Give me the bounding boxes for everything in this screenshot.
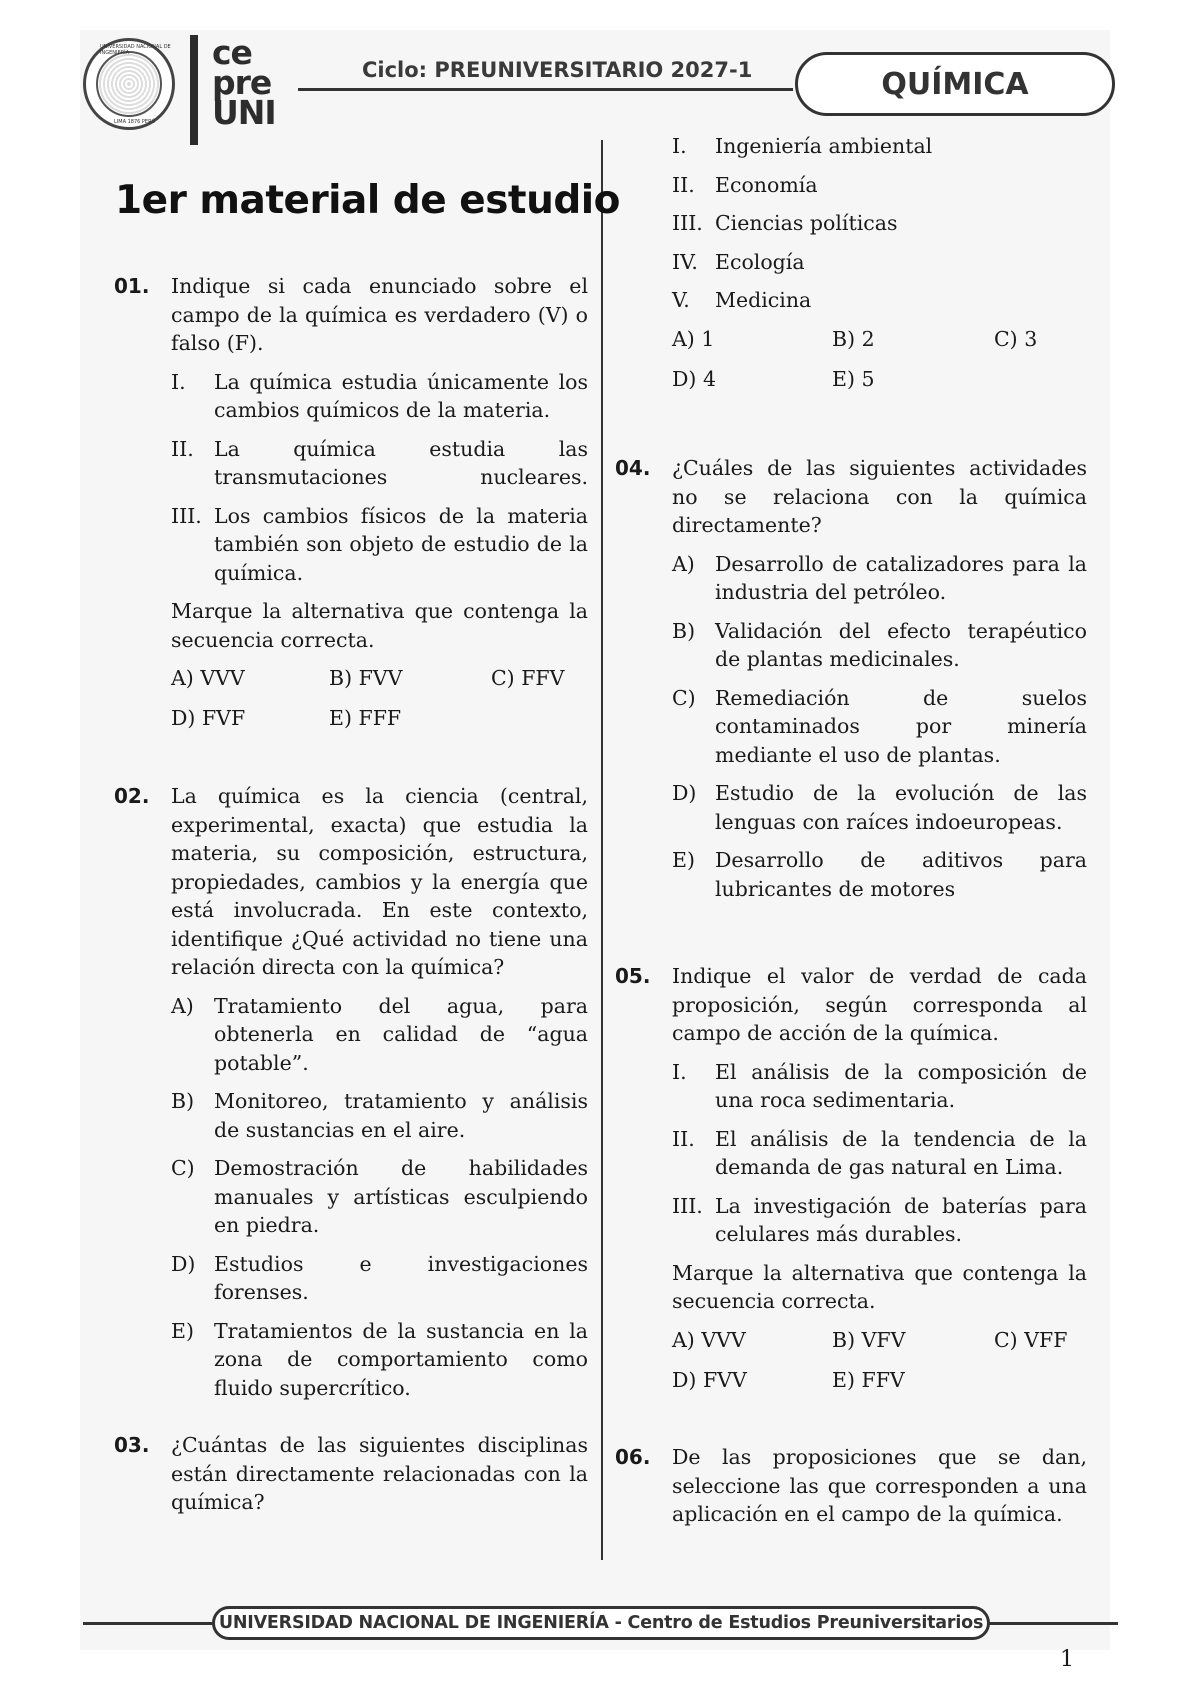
answer-option: B) FVV [329,666,403,690]
answer-options-row [672,365,1087,393]
answer-option: C) 3 [994,326,1038,351]
university-seal-logo [83,38,175,130]
answer-choice: B) Validación del efecto terapéutico de plantas medicinales. [672,618,1087,671]
question-01 [114,272,588,732]
answer-choice: C) Remediación de suelos contaminados por minería mediante el uso de plantas. [672,685,1087,767]
cycle-label: Ciclo: PREUNIVERSITARIO 2027-1 [362,58,753,82]
answer-choice: A) Tratamiento del agua, para obtenerla en calidad de “agua potable”. [171,993,588,1075]
statement-item: II. La química estudia las transmutaciones nucleares. [171,436,588,489]
statement-item: II. El análisis de la tendencia de la demanda de gas natural en Lima. [672,1126,1087,1179]
question-text: ¿Cuáles de las siguientes actividades no se relaciona con la química directamente? [672,456,1087,537]
question-number: 05. [615,964,651,988]
discipline-item: III. Ciencias políticas [672,211,898,235]
footer-banner: UNIVERSIDAD NACIONAL DE INGENIERÍA - Centro de Estudios Preuniversitarios [212,1606,990,1640]
question-number: 02. [114,784,150,808]
instruction-text: Marque la alternativa que contenga la secuencia correcta. [171,599,588,652]
discipline-item: II. Economía [672,172,818,197]
question-04 [615,454,1087,903]
logo-line-3: UNI [212,93,276,132]
answer-options-row [672,1366,1087,1394]
header-rule [298,88,793,91]
question-text: Indique si cada enunciado sobre el campo de la química es verdadero (V) o falso (F). [171,274,588,355]
cepre-uni-logo [212,33,276,132]
answer-choice: B) Monitoreo, tratamiento y análisis de sustancias en el aire. [171,1089,588,1142]
question-02 [114,782,588,1402]
answer-option: C) FFV [491,666,565,690]
question-03-continued [615,132,1087,393]
answer-choice: E) Desarrollo de aditivos para lubricantes de motores [672,848,1087,901]
answer-option: E) FFF [329,706,402,730]
answer-option: E) FFV [832,1367,905,1392]
answer-option: D) 4 [672,366,716,391]
discipline-item: I. Ingeniería ambiental [672,134,933,158]
answer-option: B) 2 [832,326,875,351]
logo-line-2: pre [212,63,272,102]
answer-choice: D) Estudios e investigaciones forenses. [171,1251,588,1304]
header-vertical-bar [190,35,198,145]
page-number: 1 [1060,1647,1074,1672]
answer-options-row [171,704,588,732]
statement-item: I. El análisis de la composición de una roca sedimentaria. [672,1059,1087,1112]
answer-choice: E) Tratamientos de la sustancia en la zona de comportamiento como fluido supercrítico. [171,1318,588,1400]
answer-option: A) 1 [672,326,715,351]
statement-item: I. La química estudia únicamente los cambios químicos de la materia. [171,369,588,422]
column-divider [601,140,603,1560]
question-number: 04. [615,456,651,480]
statement-item: III. Los cambios físicos de la materia también son objeto de estudio de la química. [171,503,588,585]
question-text: La química es la ciencia (central, experimental, exacta) que estudia la materia, su composición, estructura, propiedades, cambios y la energía que está involucrada. En este contexto, identifique ¿Qué actividad no tiene una relación directa con la química? [171,784,588,979]
answer-options-row [672,325,1087,353]
question-number: 01. [114,274,150,298]
subject-badge: QUÍMICA [795,52,1115,116]
answer-choice: C) Demostración de habilidades manuales y artísticas esculpiendo en piedra. [171,1156,588,1237]
answer-options-row [171,664,588,692]
page-title: 1er material de estudio [115,178,620,223]
question-number: 03. [114,1433,150,1457]
question-06 [615,1443,1087,1529]
question-05 [615,962,1087,1394]
instruction-text: Marque la alternativa que contenga la secuencia correcta. [672,1260,1087,1313]
question-text: De las proposiciones que se dan, seleccione las que corresponden a una aplicación en el campo de la química. [672,1445,1087,1526]
answer-choice: D) Estudio de la evolución de las lenguas con raíces indoeuropeas. [672,781,1087,834]
answer-option: A) VVV [171,666,245,690]
statement-item: III. La investigación de baterías para celulares más durables. [672,1193,1087,1246]
discipline-item: V. Medicina [672,288,812,312]
answer-option: D) FVF [171,706,246,730]
seal-top-text: UNIVERSIDAD NACIONAL DE INGENIERÍA [100,44,171,56]
answer-option: A) VVV [672,1327,746,1352]
seal-emblem [96,51,162,117]
answer-option: D) FVV [672,1367,747,1392]
answer-option: C) VFF [994,1327,1068,1352]
seal-bottom-text: LIMA 1876 PERÚ [114,119,156,125]
answer-option: B) VFV [832,1327,906,1352]
answer-options-row [672,1326,1087,1354]
logo-line-1: ce [212,33,252,72]
discipline-item: IV. Ecología [672,249,805,274]
question-03 [114,1431,588,1517]
question-number: 06. [615,1445,651,1469]
answer-option: E) 5 [832,366,875,391]
answer-choice: A) Desarrollo de catalizadores para la industria del petróleo. [672,551,1087,604]
question-text: Indique el valor de verdad de cada proposición, según corresponda al campo de acción de la química. [672,964,1087,1045]
question-text: ¿Cuántas de las siguientes disciplinas están directamente relacionadas con la química? [171,1433,588,1514]
